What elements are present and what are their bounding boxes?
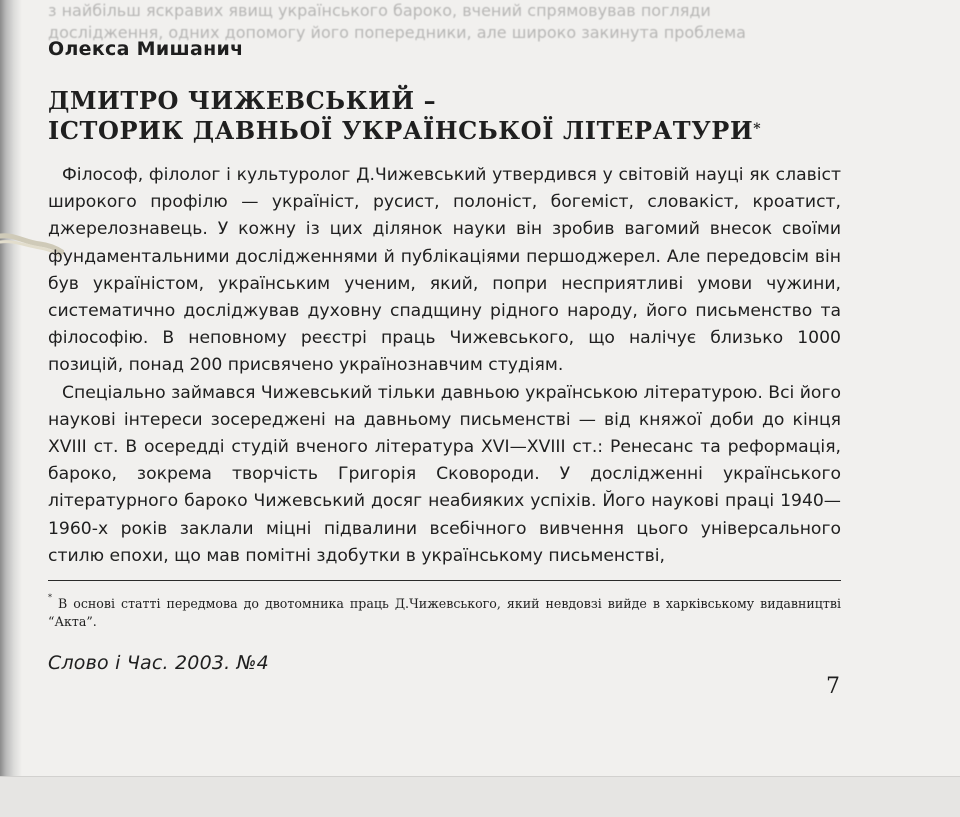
paragraph-1: Філософ, філолог і культуролог Д.Чижевський утвердився у світовій науці як славіст широкого профілю — україніст, русист, полоніст, богеміст, словакіст, кроатист, джерелознавець. У кожну із цих ділянок науки він зробив вагомий внесок своїми фундаментальними дослідженнями й публікаціями першоджерел. Але передовсім він був україністом, українським ученим, який, попри несприятливі умови чужини, систематично досліджував духовну спадщину рідного народу, його письменство та філософію. В неповному реєстрі праць Чижевського, що налічує близько 1000 позицій, понад 200 присвячено українознавчим студіям. [48, 165, 841, 376]
footnote-text: В основі статті передмова до двотомника праць Д.Чижевського, який невдовзі вийде в харківському видавництві “Акта”. [48, 596, 841, 630]
title-footnote-marker: * [753, 121, 762, 137]
page-number: 7 [826, 674, 840, 699]
footnote-marker: * [48, 593, 52, 602]
bleed-line: з найбільш яскравих явищ українського бароко, вчений спрямовував погляди [48, 1, 711, 20]
binding-edge-shadow [0, 0, 22, 776]
title-line-2 [48, 116, 761, 146]
article-title [48, 86, 761, 146]
title-line-2-text: ІСТОРИК ДАВНЬОЇ УКРАЇНСЬКОЇ ЛІТЕРАТУРИ [48, 116, 754, 145]
author-name: Олекса Мишанич [48, 38, 244, 60]
footnote [48, 592, 841, 631]
scanner-bed-strip [0, 776, 960, 817]
bleed-line: дослідження, одних допомогу його попередники, але широко закинута проблема [48, 23, 746, 42]
paragraph-2: Спеціально займався Чижевський тільки давньою українською літературою. Всі його наукові інтереси зосереджені на давньому письменстві — від княжої доби до кінця XVIII ст. В осередді студій вченого література XVI—XVIII ст.: Ренесанс та реформація, бароко, зокрема творчість Григорія Сковороди. У дослідженні українського літературного бароко Чижевський досяг неабияких успіхів. Його наукові праці 1940—1960-х років заклали міцні підвалини всебічного вивчення цього універсального стилю епохи, що мав помітні здобутки в українському письменстві, [48, 382, 841, 566]
title-line-1: ДМИТРО ЧИЖЕВСЬКИЙ – [48, 86, 437, 115]
journal-reference: Слово і Час. 2003. №4 [48, 652, 269, 674]
footnote-divider [48, 580, 841, 581]
article-body [48, 162, 841, 570]
